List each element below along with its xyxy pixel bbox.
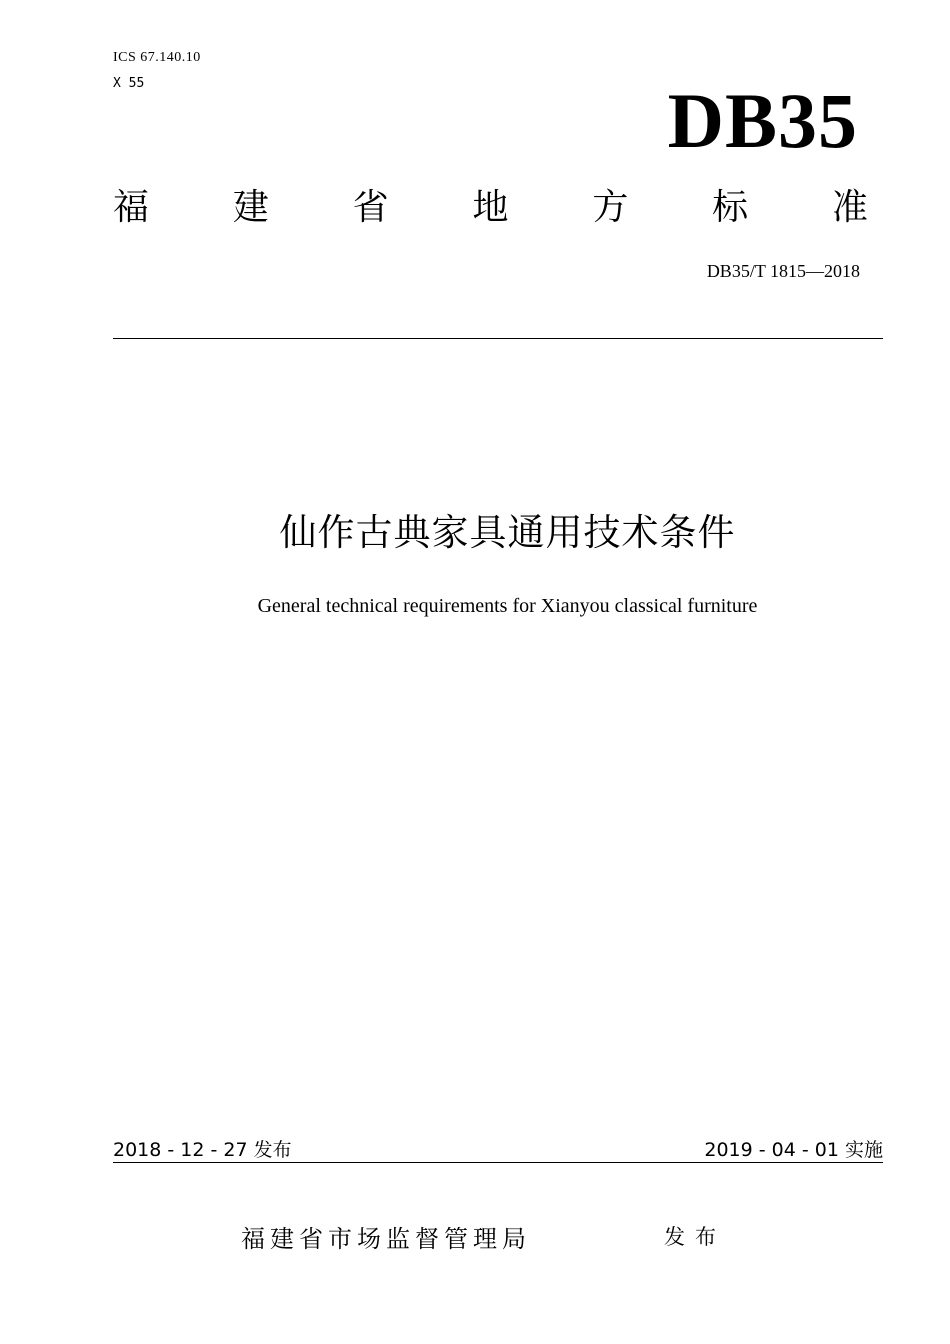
issue-date: 2018 - 12 - 27 发布: [113, 1139, 292, 1161]
standard-type-char: 省: [352, 187, 389, 228]
standard-type-char: 福: [113, 187, 150, 228]
standard-type-heading: [113, 182, 868, 234]
footer-divider: [113, 1162, 883, 1163]
header-divider: [113, 338, 883, 339]
standard-type-char: 方: [592, 187, 629, 228]
db-code: DB35: [667, 77, 858, 164]
standard-type-char: 地: [472, 187, 509, 228]
issuing-authority: 福建省市场监督管理局: [241, 1225, 531, 1253]
title-english: General technical requirements for Xianyou classical furniture: [257, 595, 758, 617]
issued-label: 发布: [664, 1225, 726, 1249]
ccs-code: X 55: [113, 76, 145, 91]
standard-type-char: 建: [232, 187, 269, 228]
standard-number: DB35/T 1815—2018: [706, 261, 860, 281]
ics-code: ICS 67.140.10: [113, 50, 201, 65]
standard-type-char: 标: [712, 187, 749, 228]
standard-type-char: 准: [831, 187, 868, 228]
implementation-date: 2019 - 04 - 01 实施: [704, 1139, 883, 1161]
title-chinese: 仙作古典家具通用技术条件: [279, 511, 736, 554]
